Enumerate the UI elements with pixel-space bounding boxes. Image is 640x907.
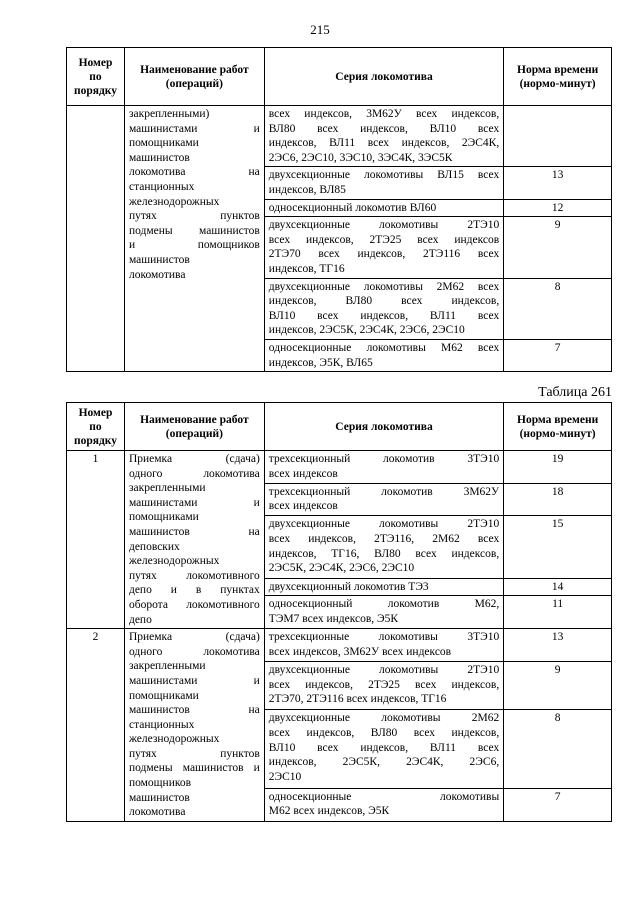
operation-line: железнодорожных xyxy=(128,555,220,568)
norm-cell: 12 xyxy=(504,199,612,217)
norm-cell: 14 xyxy=(504,578,612,596)
operation-line: машинистов xyxy=(128,253,190,266)
table-caption: Таблица 261 xyxy=(538,385,612,400)
operation-line: путях локомотивного xyxy=(128,569,260,582)
operation-line: локомотива xyxy=(128,806,186,819)
norm-cell: 9 xyxy=(504,217,612,278)
norm-cell: 8 xyxy=(504,278,612,339)
series-line: двухсекционные локомотивы ВЛ15 всех xyxy=(268,169,500,182)
series-line: всех индексов, 2ТЭ116, 2М62 всех xyxy=(268,532,500,545)
series-line: всех индексов, 2ТЭ25 всех индексов, xyxy=(268,678,500,691)
operation-line: машинистами и xyxy=(128,122,260,135)
operation-line: машинистов на xyxy=(128,704,260,717)
operation-line: Приемка (сдача) xyxy=(128,453,260,465)
series-line: односекционный локомотив ВЛ60 xyxy=(268,201,437,214)
operation-line: подмены машинистов и xyxy=(128,762,260,775)
series-line: 2ТЭ70 всех индексов, 2ТЭ116 всех xyxy=(268,248,500,261)
series-line: 2ЭС5К, 2ЭС4К, 2ЭС6, 2ЭС10 xyxy=(268,562,415,575)
series-cell xyxy=(264,278,503,339)
series-line: ВЛ10 всех индексов, ВЛ11 всех xyxy=(268,741,500,754)
table-261 xyxy=(66,402,612,822)
table-row xyxy=(67,629,612,662)
operation-line: железнодорожных xyxy=(128,195,220,208)
operation-cell xyxy=(124,629,264,822)
page-number: 215 xyxy=(310,22,330,37)
norm-cell xyxy=(504,106,612,167)
operation-line: депо и в пунктах xyxy=(128,584,260,597)
series-cell xyxy=(264,788,503,821)
table-row xyxy=(67,451,612,484)
operation-cell xyxy=(124,451,264,629)
series-cell xyxy=(264,339,503,371)
norm-cell: 13 xyxy=(504,629,612,662)
series-line: двухсекционный локомотив ТЭ3 xyxy=(268,580,429,593)
series-line: односекционные локомотивы М62 всех xyxy=(268,341,500,354)
norm-cell: 9 xyxy=(504,662,612,710)
series-line: всех индексов, ВЛ80 всех индексов, xyxy=(268,727,500,740)
series-line: трехсекционный локомотив 3ТЭ10 xyxy=(268,453,500,465)
table-row xyxy=(67,106,612,167)
operation-line: локомотива xyxy=(128,268,186,281)
series-line: односекционный локомотив М62, xyxy=(268,598,500,611)
series-line: ВЛ80 всех индексов, ВЛ10 всех xyxy=(268,122,500,135)
header-series: Серия локомотива xyxy=(264,48,503,106)
series-line: двухсекционные локомотивы 2М62 xyxy=(268,712,500,725)
norm-cell: 18 xyxy=(504,483,612,516)
series-cell xyxy=(264,106,503,167)
series-line: всех индексов, 3М62У всех индексов, xyxy=(268,108,500,120)
series-line: ТЭМ7 всех индексов, Э5К xyxy=(268,613,399,626)
series-line: 2ТЭ70, 2ТЭ116 всех индексов, ТГ16 xyxy=(268,693,447,706)
norm-cell: 7 xyxy=(504,788,612,821)
series-line: трехсекционные локомотивы 3ТЭ10 xyxy=(268,631,500,644)
series-line: индексов, ТГ16 xyxy=(268,262,345,275)
header-number: Номер по порядку xyxy=(67,403,125,451)
row-number: 2 xyxy=(67,629,125,822)
operation-line: закрепленными) xyxy=(128,108,210,120)
series-line: М62 всех индексов, Э5К xyxy=(268,805,390,818)
operation-line: путях пунктов xyxy=(128,747,260,760)
series-line: трехсекционный локомотив 3М62У xyxy=(268,485,500,498)
operation-line: закрепленными xyxy=(128,482,206,495)
norm-cell: 19 xyxy=(504,451,612,484)
series-line: двухсекционные локомотивы 2ТЭ10 xyxy=(268,219,500,232)
series-line: индексов, ВЛ85 xyxy=(268,183,346,196)
table-header xyxy=(67,403,612,451)
operation-line: оборота локомотивного xyxy=(128,598,260,611)
series-cell xyxy=(264,710,503,788)
series-line: односекционные локомотивы xyxy=(268,790,500,803)
table-header xyxy=(67,48,612,106)
header-number: Номер по порядку xyxy=(67,48,125,106)
series-line: ВЛ10 всех индексов, ВЛ11 всех xyxy=(268,309,500,322)
row-number: 1 xyxy=(67,451,125,629)
series-cell xyxy=(264,217,503,278)
header-norm: Норма времени (нормо-минут) xyxy=(504,48,612,106)
operation-line: машинистов xyxy=(128,151,190,164)
operation-line: машинистами и xyxy=(128,674,260,687)
operation-line: помощниками xyxy=(128,137,199,150)
header-norm: Норма времени (нормо-минут) xyxy=(504,403,612,451)
series-line: индексов, 2ЭС5К, 2ЭС4К, 2ЭС6, 2ЭС10 xyxy=(268,324,465,337)
series-cell xyxy=(264,578,503,596)
series-cell xyxy=(264,483,503,516)
norm-cell: 7 xyxy=(504,339,612,371)
series-line: индексов, ВЛ80 всех индексов, xyxy=(268,295,500,308)
operation-line: деповских xyxy=(128,540,180,553)
operation-line: одного локомотива xyxy=(128,645,260,658)
operation-line: станционных xyxy=(128,718,195,731)
norm-cell: 11 xyxy=(504,596,612,629)
series-cell xyxy=(264,199,503,217)
header-series: Серия локомотива xyxy=(264,403,503,451)
operation-line: машинистов xyxy=(128,791,190,804)
operation-line: депо xyxy=(128,613,152,626)
operation-line: станционных xyxy=(128,180,195,193)
norm-cell: 13 xyxy=(504,167,612,199)
norm-cell: 8 xyxy=(504,710,612,788)
operation-line: помощниками xyxy=(128,511,199,524)
series-cell xyxy=(264,167,503,199)
series-line: всех индексов, 2ТЭ25 всех индексов xyxy=(268,233,500,246)
header-operation: Наименование работ (операций) xyxy=(124,48,264,106)
operation-line: подмены машинистов xyxy=(128,224,260,237)
operation-line: закрепленными xyxy=(128,660,206,673)
norm-cell: 15 xyxy=(504,516,612,578)
operation-line: путях пунктов xyxy=(128,210,260,223)
operation-line: одного локомотива xyxy=(128,467,260,480)
operation-line: помощников xyxy=(128,777,192,790)
series-line: 2ЭС10 xyxy=(268,770,302,783)
series-line: двухсекционные локомотивы 2ТЭ10 xyxy=(268,664,500,677)
series-line: индексов, Э5К, ВЛ65 xyxy=(268,356,373,369)
operation-line: машинистами и xyxy=(128,496,260,509)
series-line: индексов, ВЛ11 всех индексов, 2ЭС4К, xyxy=(268,137,500,150)
operation-line: локомотива на xyxy=(128,166,260,179)
series-line: всех индексов, 3М62У всех индексов xyxy=(268,645,452,658)
series-line: индексов, ТГ16, ВЛ80 всех индексов, xyxy=(268,547,500,560)
series-cell xyxy=(264,662,503,710)
series-line: 2ЭС6, 2ЭС10, 3ЭС10, 3ЭС4К, 3ЭС5К xyxy=(268,151,453,164)
table-continuation xyxy=(66,47,612,372)
series-line: двухсекционные локомотивы 2М62 всех xyxy=(268,280,500,293)
series-cell xyxy=(264,629,503,662)
operation-line: и помощников xyxy=(128,239,260,252)
operation-line: Приемка (сдача) xyxy=(128,631,260,644)
series-cell xyxy=(264,596,503,629)
operation-cell xyxy=(124,106,264,372)
row-number xyxy=(67,106,125,372)
operation-line: железнодорожных xyxy=(128,733,220,746)
series-cell xyxy=(264,451,503,484)
series-cell xyxy=(264,516,503,578)
operation-line: помощниками xyxy=(128,689,199,702)
header-operation: Наименование работ (операций) xyxy=(124,403,264,451)
series-line: всех индексов xyxy=(268,500,338,513)
series-line: двухсекционные локомотивы 2ТЭ10 xyxy=(268,518,500,531)
series-line: индексов, 2ЭС5К, 2ЭС4К, 2ЭС6, xyxy=(268,756,500,769)
operation-line: машинистов на xyxy=(128,525,260,538)
series-line: всех индексов xyxy=(268,467,338,480)
